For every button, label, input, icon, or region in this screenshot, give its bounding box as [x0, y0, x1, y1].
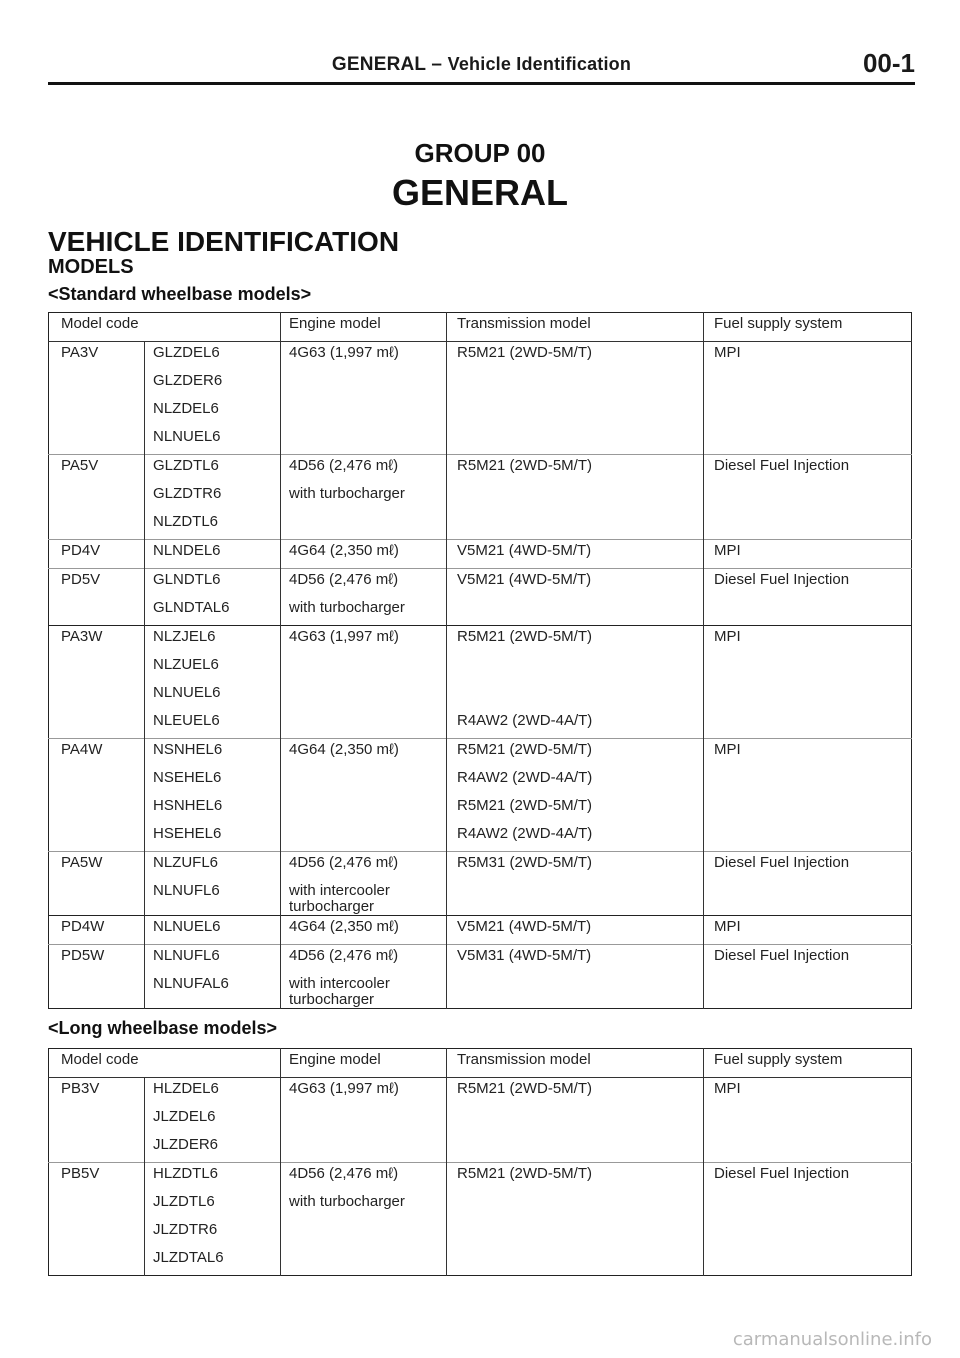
- watermark: carmanualsonline.info: [732, 1329, 932, 1350]
- header-title: [48, 54, 915, 76]
- variant-cell: JLZDEL6: [145, 1106, 281, 1134]
- engine-model-cell: [281, 1247, 447, 1276]
- transmission-model-cell: [447, 1191, 704, 1219]
- engine-model-cell: [281, 1106, 447, 1134]
- header-engine-model: Engine model: [281, 313, 447, 342]
- table-row: [49, 1078, 912, 1107]
- model-code-cell: [49, 767, 145, 795]
- long-caption: <Long wheelbase models>: [48, 1018, 278, 1038]
- engine-model-cell: [281, 823, 447, 852]
- fuel-supply-cell: MPI: [704, 342, 912, 371]
- fuel-supply-cell: MPI: [704, 626, 912, 655]
- group-title: GENERAL: [391, 172, 568, 213]
- transmission-model-cell: V5M31 (4WD-5M/T): [447, 945, 704, 974]
- model-code-cell: PD5V: [49, 569, 145, 598]
- header-subtitle: Vehicle Identification: [447, 54, 632, 74]
- fuel-supply-cell: [704, 1191, 912, 1219]
- variant-cell: NLNUFL6: [145, 945, 281, 974]
- fuel-supply-cell: [704, 880, 912, 916]
- model-code-cell: PD4V: [49, 540, 145, 569]
- engine-model-cell: 4D56 (2,476 mℓ): [281, 455, 447, 484]
- table-row: [49, 739, 912, 768]
- model-code-cell: [49, 398, 145, 426]
- variant-cell: NLZDTL6: [145, 511, 281, 540]
- fuel-supply-cell: Diesel Fuel Injection: [704, 1163, 912, 1192]
- table-row: [49, 398, 912, 426]
- model-code-cell: PA3V: [49, 342, 145, 371]
- table-row: [49, 483, 912, 511]
- fuel-supply-cell: [704, 370, 912, 398]
- transmission-model-cell: [447, 426, 704, 455]
- engine-model-cell: 4D56 (2,476 mℓ): [281, 569, 447, 598]
- group-label: GROUP 00: [414, 138, 546, 168]
- engine-model-cell: 4G63 (1,997 mℓ): [281, 1078, 447, 1107]
- transmission-model-cell: [447, 597, 704, 626]
- variant-cell: NLZUFL6: [145, 852, 281, 881]
- variant-cell: NLNUFL6: [145, 880, 281, 916]
- variant-cell: NLEUEL6: [145, 710, 281, 739]
- transmission-model-cell: R4AW2 (2WD-4A/T): [447, 710, 704, 739]
- engine-model-cell: [281, 682, 447, 710]
- model-code-cell: [49, 710, 145, 739]
- header-model-code: Model code: [49, 1049, 281, 1078]
- transmission-model-cell: R5M21 (2WD-5M/T): [447, 1163, 704, 1192]
- transmission-model-cell: [447, 880, 704, 916]
- fuel-supply-cell: [704, 511, 912, 540]
- fuel-supply-cell: MPI: [704, 916, 912, 945]
- transmission-model-cell: R5M21 (2WD-5M/T): [447, 455, 704, 484]
- engine-model-cell: 4D56 (2,476 mℓ): [281, 1163, 447, 1192]
- variant-cell: NLNUEL6: [145, 426, 281, 455]
- engine-model-cell: 4G64 (2,350 mℓ): [281, 916, 447, 945]
- variant-cell: JLZDTAL6: [145, 1247, 281, 1276]
- header-dash: –: [431, 54, 443, 75]
- engine-model-cell: with turbocharger: [281, 483, 447, 511]
- variant-cell: NSEHEL6: [145, 767, 281, 795]
- variant-cell: NLNUEL6: [145, 916, 281, 945]
- transmission-model-cell: [447, 1219, 704, 1247]
- table-row: [49, 540, 912, 569]
- variant-cell: GLZDTL6: [145, 455, 281, 484]
- model-code-cell: PA4W: [49, 739, 145, 768]
- header-fuel-supply: Fuel supply system: [704, 1049, 912, 1078]
- engine-model-cell: [281, 511, 447, 540]
- model-code-cell: [49, 1247, 145, 1276]
- variant-cell: NLZUEL6: [145, 654, 281, 682]
- variant-cell: GLNDTL6: [145, 569, 281, 598]
- table-row: [49, 426, 912, 455]
- table-row: [49, 511, 912, 540]
- model-code-cell: PB3V: [49, 1078, 145, 1107]
- table-row: [49, 682, 912, 710]
- model-code-cell: [49, 880, 145, 916]
- table-row: [49, 916, 912, 945]
- fuel-supply-cell: [704, 1219, 912, 1247]
- standard-caption: <Standard wheelbase models>: [48, 284, 312, 304]
- transmission-model-cell: R5M21 (2WD-5M/T): [447, 1078, 704, 1107]
- engine-model-cell: [281, 398, 447, 426]
- transmission-model-cell: [447, 1106, 704, 1134]
- model-code-cell: PD5W: [49, 945, 145, 974]
- transmission-model-cell: V5M21 (4WD-5M/T): [447, 540, 704, 569]
- table-row: [49, 1163, 912, 1192]
- engine-model-cell: [281, 795, 447, 823]
- header-transmission-model: Transmission model: [447, 1049, 704, 1078]
- fuel-supply-cell: [704, 483, 912, 511]
- engine-model-cell: 4G63 (1,997 mℓ): [281, 626, 447, 655]
- transmission-model-cell: R5M21 (2WD-5M/T): [447, 342, 704, 371]
- transmission-model-cell: V5M21 (4WD-5M/T): [447, 916, 704, 945]
- variant-cell: NLNUFAL6: [145, 973, 281, 1009]
- model-code-cell: [49, 597, 145, 626]
- fuel-supply-cell: MPI: [704, 540, 912, 569]
- engine-model-cell: [281, 370, 447, 398]
- engine-model-cell: [281, 654, 447, 682]
- model-code-cell: PA5W: [49, 852, 145, 881]
- long-models-table: [48, 1048, 912, 1276]
- table-row: [49, 1191, 912, 1219]
- page-header: [48, 48, 915, 85]
- table-row: [49, 767, 912, 795]
- transmission-model-cell: R5M21 (2WD-5M/T): [447, 626, 704, 655]
- engine-model-cell: [281, 426, 447, 455]
- variant-cell: JLZDER6: [145, 1134, 281, 1163]
- table-row: [49, 852, 912, 881]
- fuel-supply-cell: [704, 973, 912, 1009]
- transmission-model-cell: [447, 1134, 704, 1163]
- model-code-cell: [49, 370, 145, 398]
- model-code-cell: [49, 1191, 145, 1219]
- table-row: [49, 973, 912, 1009]
- standard-models-table: [48, 312, 912, 1009]
- engine-model-cell: 4G64 (2,350 mℓ): [281, 540, 447, 569]
- fuel-supply-cell: [704, 767, 912, 795]
- fuel-supply-cell: [704, 1247, 912, 1276]
- fuel-supply-cell: [704, 1106, 912, 1134]
- model-code-cell: [49, 511, 145, 540]
- transmission-model-cell: [447, 1247, 704, 1276]
- variant-cell: GLZDER6: [145, 370, 281, 398]
- model-code-cell: [49, 1134, 145, 1163]
- transmission-model-cell: [447, 370, 704, 398]
- fuel-supply-cell: Diesel Fuel Injection: [704, 945, 912, 974]
- table-row: [49, 1134, 912, 1163]
- transmission-model-cell: V5M21 (4WD-5M/T): [447, 569, 704, 598]
- engine-model-cell: with intercooler turbocharger: [281, 880, 447, 916]
- table-row: [49, 342, 912, 371]
- model-code-cell: PA3W: [49, 626, 145, 655]
- engine-model-cell: with intercooler turbocharger: [281, 973, 447, 1009]
- fuel-supply-cell: [704, 823, 912, 852]
- header-transmission-model: Transmission model: [447, 313, 704, 342]
- table-row: [49, 597, 912, 626]
- engine-model-cell: [281, 767, 447, 795]
- fuel-supply-cell: Diesel Fuel Injection: [704, 455, 912, 484]
- transmission-model-cell: R5M31 (2WD-5M/T): [447, 852, 704, 881]
- header-fuel-supply: Fuel supply system: [704, 313, 912, 342]
- variant-cell: HLZDEL6: [145, 1078, 281, 1107]
- table-row: [49, 710, 912, 739]
- fuel-supply-cell: Diesel Fuel Injection: [704, 852, 912, 881]
- variant-cell: JLZDTR6: [145, 1219, 281, 1247]
- model-code-cell: [49, 483, 145, 511]
- transmission-model-cell: [447, 511, 704, 540]
- table-header-row: [49, 1049, 912, 1078]
- table-row: [49, 1247, 912, 1276]
- engine-model-cell: 4D56 (2,476 mℓ): [281, 852, 447, 881]
- variant-cell: HSNHEL6: [145, 795, 281, 823]
- model-code-cell: [49, 682, 145, 710]
- variant-cell: NLZJEL6: [145, 626, 281, 655]
- model-code-cell: PB5V: [49, 1163, 145, 1192]
- table-header-row: [49, 313, 912, 342]
- table-row: [49, 1219, 912, 1247]
- engine-model-cell: 4G64 (2,350 mℓ): [281, 739, 447, 768]
- transmission-model-cell: R4AW2 (2WD-4A/T): [447, 823, 704, 852]
- engine-model-cell: [281, 1134, 447, 1163]
- fuel-supply-cell: [704, 597, 912, 626]
- transmission-model-cell: [447, 654, 704, 682]
- page-number: 00-1: [862, 48, 915, 78]
- transmission-model-cell: [447, 398, 704, 426]
- fuel-supply-cell: Diesel Fuel Injection: [704, 569, 912, 598]
- fuel-supply-cell: [704, 1134, 912, 1163]
- transmission-model-cell: R4AW2 (2WD-4A/T): [447, 767, 704, 795]
- model-code-cell: [49, 1106, 145, 1134]
- variant-cell: NLNDEL6: [145, 540, 281, 569]
- model-code-cell: [49, 973, 145, 1009]
- model-code-cell: [49, 426, 145, 455]
- fuel-supply-cell: [704, 654, 912, 682]
- table-row: [49, 823, 912, 852]
- engine-model-cell: with turbocharger: [281, 1191, 447, 1219]
- header-section: GENERAL: [331, 54, 426, 75]
- fuel-supply-cell: [704, 710, 912, 739]
- fuel-supply-cell: [704, 795, 912, 823]
- transmission-model-cell: [447, 682, 704, 710]
- section-title: VEHICLE IDENTIFICATION: [48, 226, 400, 257]
- variant-cell: NLZDEL6: [145, 398, 281, 426]
- transmission-model-cell: R5M21 (2WD-5M/T): [447, 795, 704, 823]
- table-row: [49, 880, 912, 916]
- fuel-supply-cell: [704, 426, 912, 455]
- table-row: [49, 654, 912, 682]
- model-code-cell: [49, 654, 145, 682]
- variant-cell: NSNHEL6: [145, 739, 281, 768]
- table-row: [49, 455, 912, 484]
- model-code-cell: [49, 795, 145, 823]
- header-model-code: Model code: [49, 313, 281, 342]
- engine-model-cell: 4D56 (2,476 mℓ): [281, 945, 447, 974]
- fuel-supply-cell: MPI: [704, 1078, 912, 1107]
- variant-cell: NLNUEL6: [145, 682, 281, 710]
- model-code-cell: PA5V: [49, 455, 145, 484]
- engine-model-cell: 4G63 (1,997 mℓ): [281, 342, 447, 371]
- fuel-supply-cell: MPI: [704, 739, 912, 768]
- engine-model-cell: [281, 1219, 447, 1247]
- variant-cell: JLZDTL6: [145, 1191, 281, 1219]
- transmission-model-cell: R5M21 (2WD-5M/T): [447, 739, 704, 768]
- table-row: [49, 945, 912, 974]
- engine-model-cell: with turbocharger: [281, 597, 447, 626]
- transmission-model-cell: [447, 483, 704, 511]
- table-row: [49, 1106, 912, 1134]
- transmission-model-cell: [447, 973, 704, 1009]
- model-code-cell: [49, 1219, 145, 1247]
- table-row: [49, 795, 912, 823]
- variant-cell: GLZDTR6: [145, 483, 281, 511]
- header-engine-model: Engine model: [281, 1049, 447, 1078]
- table-row: [49, 370, 912, 398]
- table-row: [49, 569, 912, 598]
- model-code-cell: PD4W: [49, 916, 145, 945]
- subsection-title: MODELS: [48, 256, 134, 278]
- variant-cell: HLZDTL6: [145, 1163, 281, 1192]
- variant-cell: HSEHEL6: [145, 823, 281, 852]
- fuel-supply-cell: [704, 398, 912, 426]
- variant-cell: GLZDEL6: [145, 342, 281, 371]
- engine-model-cell: [281, 710, 447, 739]
- fuel-supply-cell: [704, 682, 912, 710]
- table-row: [49, 626, 912, 655]
- variant-cell: GLNDTAL6: [145, 597, 281, 626]
- model-code-cell: [49, 823, 145, 852]
